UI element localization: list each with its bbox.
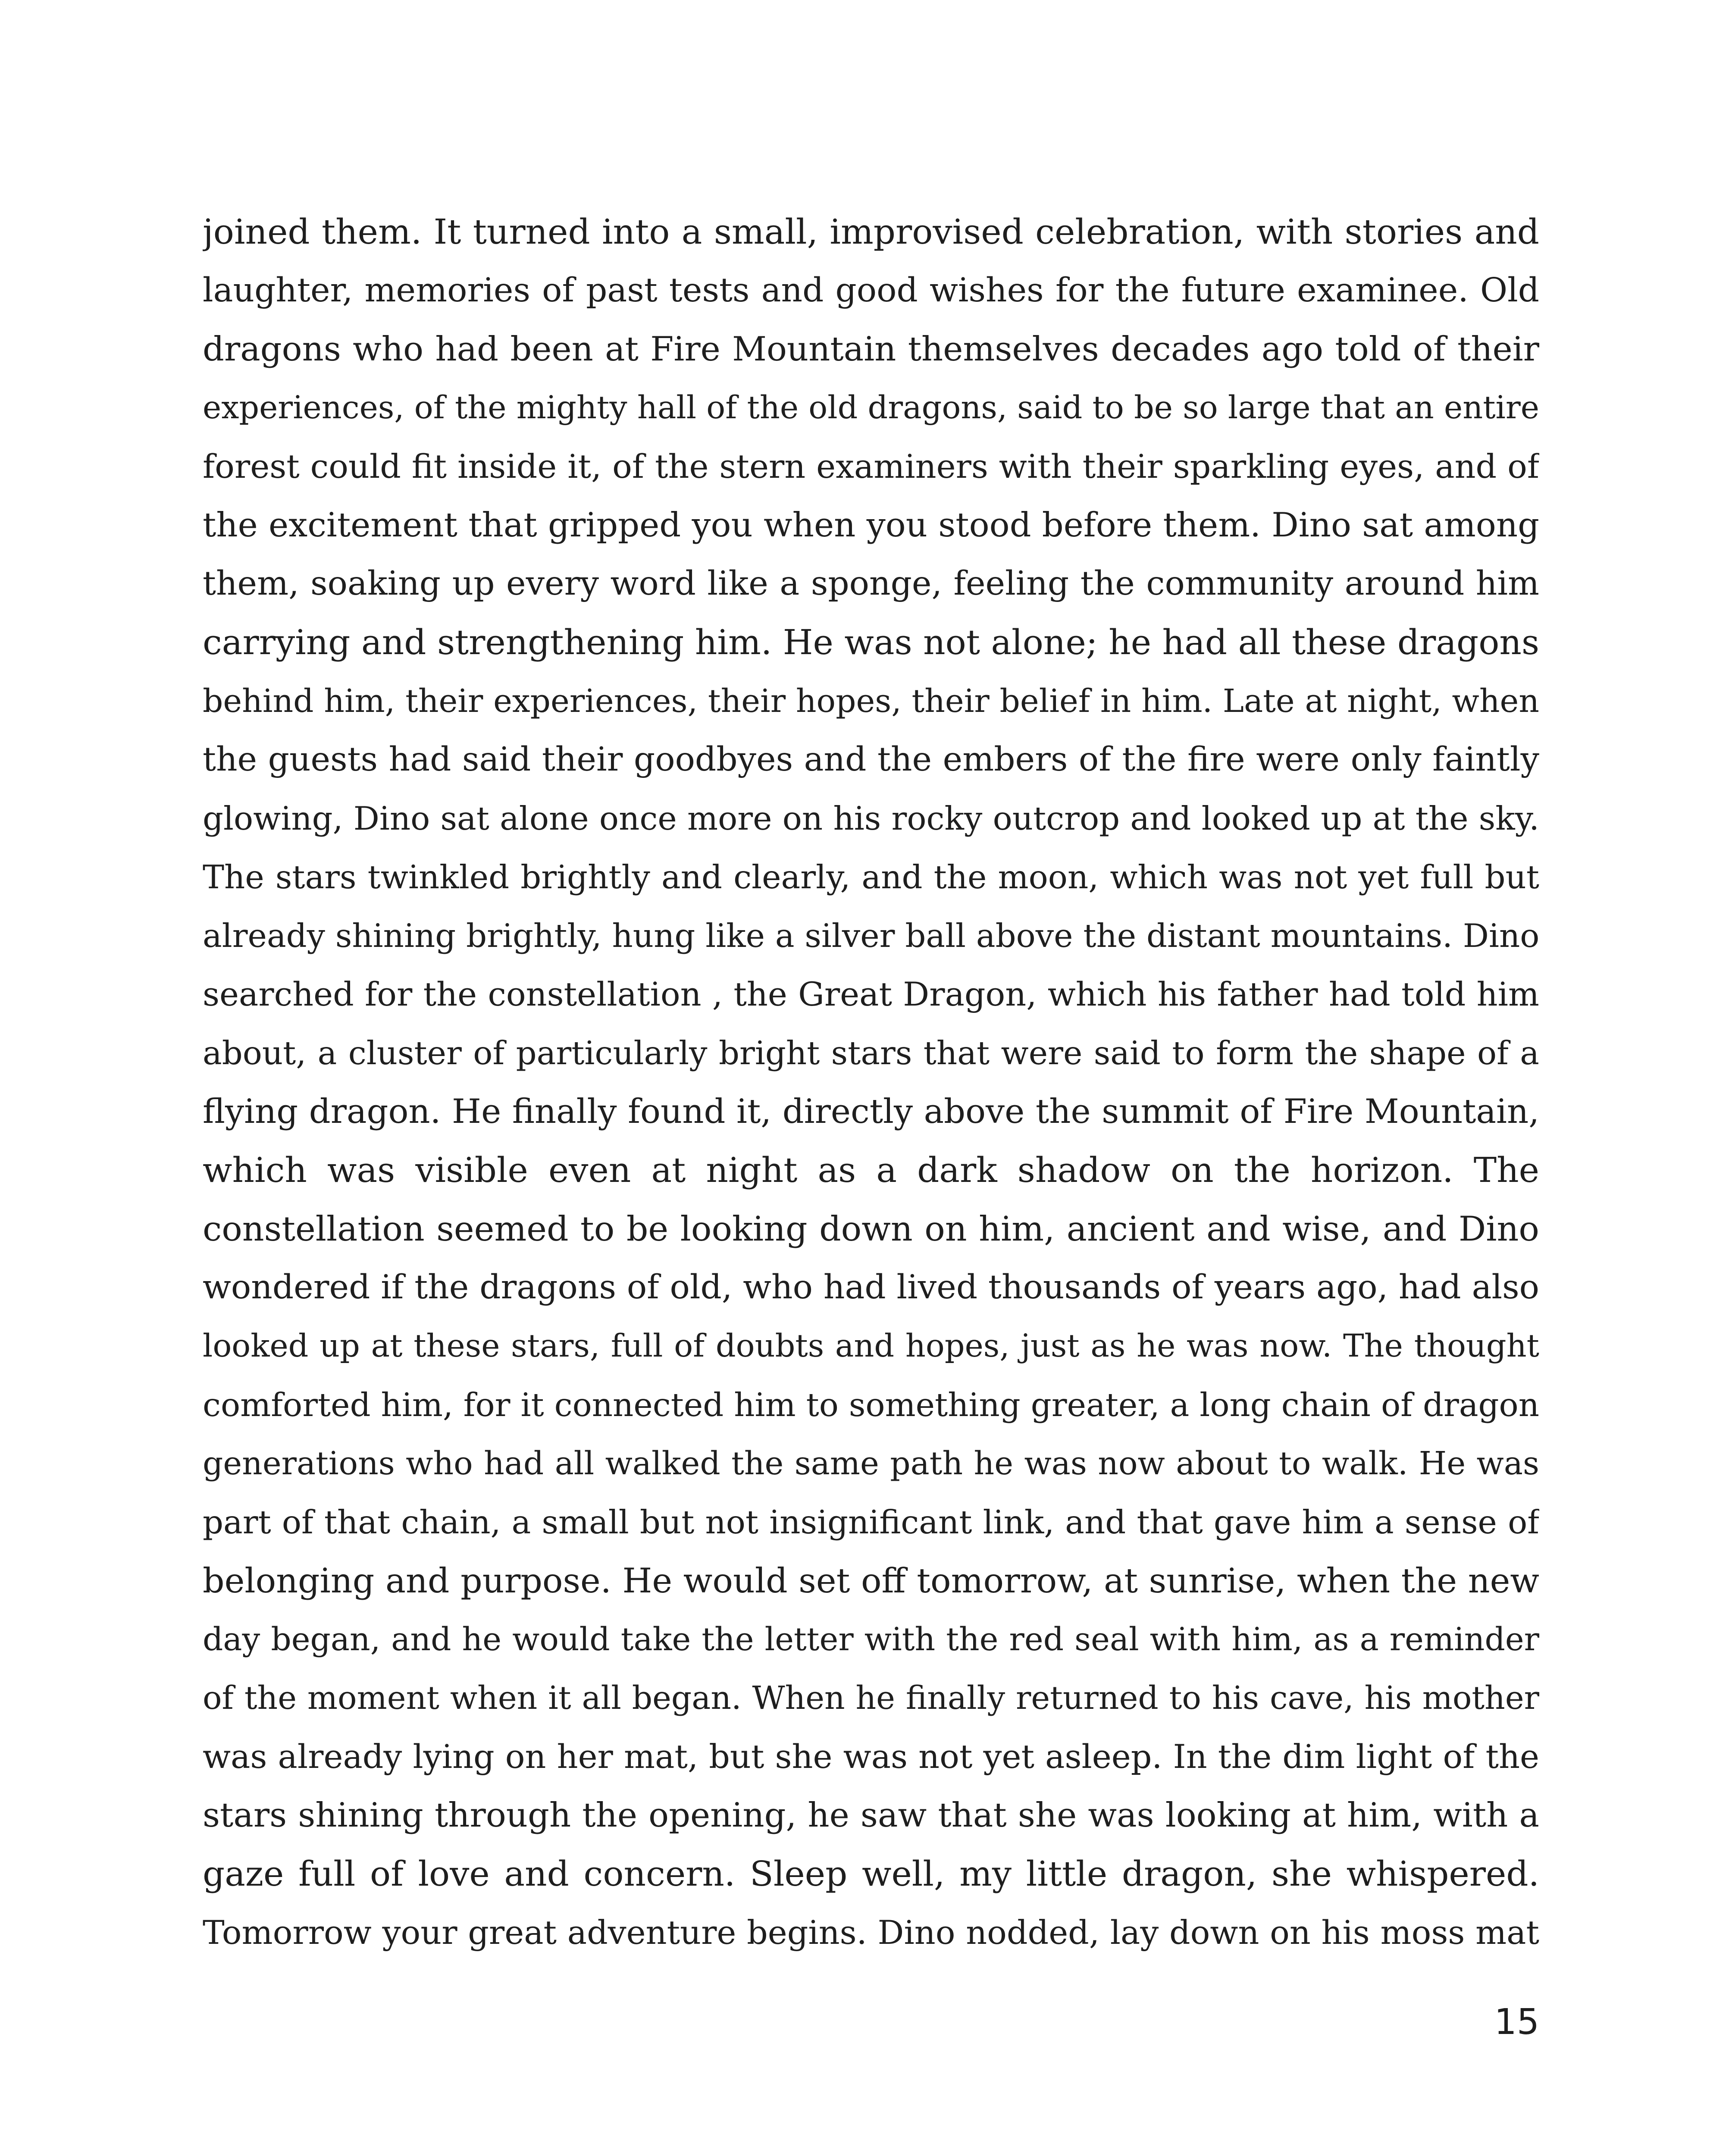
text-line: generations who had all walked the same path he was now about to walk. He was [203,1445,1539,1482]
text-line: gaze full of love and concern. Sleep well, my little dragon, she whispered. [203,1854,1539,1894]
text-line: belonging and purpose. He would set off tomorrow, at sunrise, when the new [203,1561,1539,1601]
text-line: of the moment when it all began. When he finally returned to his cave, his mother [203,1680,1539,1717]
text-line: wondered if the dragons of old, who had lived thousands of years ago, had also [203,1268,1539,1307]
text-line: carrying and strengthening him. He was not alone; he had all these dragons [203,622,1539,662]
text-line: comforted him, for it connected him to something greater, a long chain of dragon [203,1386,1539,1424]
text-line: experiences, of the mighty hall of the old dragons, said to be so large that an entire [203,389,1539,426]
text-line: the guests had said their goodbyes and the embers of the fire were only faintly [203,740,1539,779]
text-line: day began, and he would take the letter with the red seal with him, as a reminder [203,1621,1539,1658]
body-text [203,203,1539,1962]
text-line: flying dragon. He finally found it, directly above the summit of Fire Mountain, [203,1092,1539,1131]
text-line: was already lying on her mat, but she was not yet asleep. In the dim light of the [203,1737,1539,1776]
text-line: forest could fit inside it, of the stern examiners with their sparkling eyes, and of [203,447,1539,486]
text-line: The stars twinkled brightly and clearly, and the moon, which was not yet full but [203,858,1539,896]
text-line: searched for the constellation , the Great Dragon, which his father had told him [203,975,1539,1013]
text-line: part of that chain, a small but not insignificant link, and that gave him a sense of [203,1503,1539,1541]
text-line: about, a cluster of particularly bright stars that were said to form the shape of a [203,1034,1539,1072]
text-line: which was visible even at night as a dark shadow on the horizon. The [203,1150,1539,1190]
text-line: already shining brightly, hung like a silver ball above the distant mountains. Dino [203,917,1539,955]
text-line: them, soaking up every word like a sponge, feeling the community around him [203,564,1539,603]
text-line: looked up at these stars, full of doubts and hopes, just as he was now. The thought [203,1328,1539,1364]
text-line: Tomorrow your great adventure begins. Dino nodded, lay down on his moss mat [203,1913,1539,1952]
text-line: constellation seemed to be looking down on him, ancient and wise, and Dino [203,1209,1539,1249]
text-line: joined them. It turned into a small, improvised celebration, with stories and [203,212,1539,252]
text-line: behind him, their experiences, their hopes, their belief in him. Late at night, when [203,683,1539,720]
text-line: stars shining through the opening, he saw that she was looking at him, with a [203,1796,1539,1835]
page-number: 15 [1494,2002,1539,2043]
text-line: dragons who had been at Fire Mountain themselves decades ago told of their [203,330,1539,369]
text-line: laughter, memories of past tests and good wishes for the future examinee. Old [203,271,1539,310]
text-line: glowing, Dino sat alone once more on his rocky outcrop and looked up at the sky. [203,799,1539,837]
text-line: the excitement that gripped you when you stood before them. Dino sat among [203,506,1539,545]
